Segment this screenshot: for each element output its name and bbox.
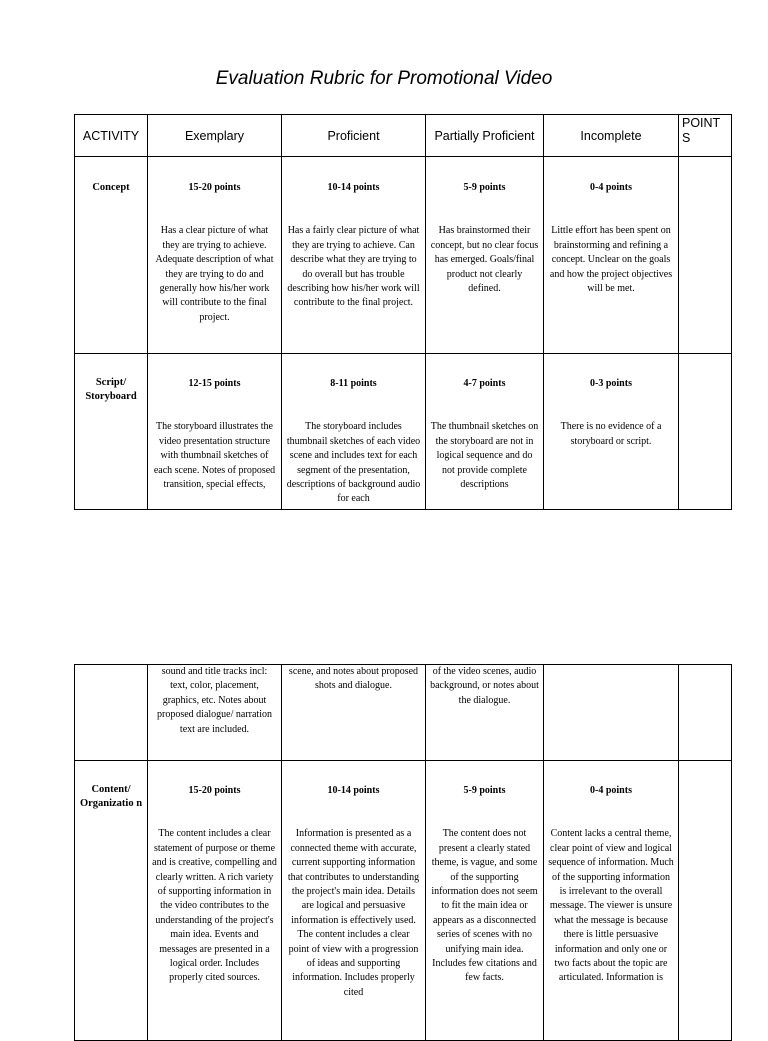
- script-proficient-points: 8-11 points: [330, 378, 377, 389]
- content-partial-points: 5-9 points: [463, 785, 506, 796]
- content-proficient-points: 10-14 points: [327, 785, 380, 796]
- concept-exemplary-points: 15-20 points: [188, 182, 241, 193]
- script-partial-desc-cont: of the video scenes, audio background, or notes about the dialogue.: [430, 666, 539, 706]
- content-proficient-desc: Information is presented as a connected theme with accurate, current supporting information that contributes to understanding the project's main idea. Details are logical and persuasive information is effectively used. The content includes a clear point of view with a progression of ideas and supporting information. Includes properly cited: [287, 828, 420, 998]
- content-label: Content/ Organizatio n: [79, 784, 143, 810]
- header-proficient: Proficient: [282, 115, 426, 157]
- rubric-table-part1: [74, 114, 732, 510]
- script-label: Script/ Storyboard: [85, 377, 137, 403]
- header-exemplary: Exemplary: [148, 115, 282, 157]
- concept-partial-points: 5-9 points: [463, 182, 506, 193]
- header-partially-proficient: Partially Proficient: [426, 115, 544, 157]
- concept-row: [75, 157, 732, 354]
- header-activity: ACTIVITY: [75, 115, 148, 157]
- concept-partial-desc: Has brainstormed their concept, but no clear focus has emerged. Goals/final product not clearly defined.: [430, 225, 539, 295]
- content-incomplete-desc: Content lacks a central theme, clear point of view and logical sequence of information. Much of the supporting information is irrelevant to the overall message. The viewer is unsure what the message is because there is little persuasive information and only one or two facts about the topic are articulated. Information is: [548, 828, 674, 984]
- script-proficient-desc: The storyboard includes thumbnail sketches of each video scene and includes text for each segment of the presentation, descriptions of background audio for each: [286, 421, 421, 505]
- content-incomplete-points: 0-4 points: [590, 785, 632, 796]
- content-partial-desc: The content does not present a clearly stated theme, is vague, and some of the supporting information does not seem to fit the main idea or appears as a disconnected series of scenes with no unifying main idea. Includes few citations and few facts.: [431, 828, 538, 984]
- concept-proficient-desc: Has a fairly clear picture of what they are trying to achieve. Can describe what they are trying to do overall but has trouble describing how his/her work will contribute to the final project.: [287, 225, 420, 309]
- concept-exemplary-desc: Has a clear picture of what they are trying to achieve. Adequate description of what they are trying to do and generally how his/her work will contribute to the final project.: [155, 225, 274, 323]
- page-title: Evaluation Rubric for Promotional Video: [215, 68, 553, 89]
- concept-label: Concept: [92, 182, 130, 193]
- script-partial-desc: The thumbnail sketches on the storyboard are not in logical sequence and do not provide complete descriptions: [430, 421, 539, 491]
- script-row: [75, 354, 732, 510]
- script-exemplary-desc-cont: sound and title tracks incl: text, color, placement, graphics, etc. Notes about proposed dialogue/ narration text are included.: [157, 666, 272, 735]
- script-points-cell: [679, 354, 732, 510]
- concept-incomplete-points: 0-4 points: [590, 182, 632, 193]
- script-continued-row: [75, 665, 732, 761]
- header-points: POINT S: [679, 115, 732, 157]
- rubric-table-part2: [74, 664, 732, 1041]
- content-row: [75, 761, 732, 1041]
- concept-proficient-points: 10-14 points: [327, 182, 380, 193]
- header-row: [75, 115, 732, 157]
- content-exemplary-points: 15-20 points: [188, 785, 241, 796]
- concept-incomplete-desc: Little effort has been spent on brainstorming and refining a concept. Unclear on the goals and how the project objectives will be met.: [549, 225, 673, 295]
- content-exemplary-desc: The content includes a clear statement of purpose or theme and is creative, compelling and clearly written. A rich variety of supporting information in the video contributes to the understanding of the project's main idea. Events and messages are presented in a logical order. Includes properly cited sources.: [152, 828, 277, 984]
- header-incomplete: Incomplete: [544, 115, 679, 157]
- script-incomplete-desc: There is no evidence of a storyboard or script.: [560, 421, 662, 447]
- script-proficient-desc-cont: scene, and notes about proposed shots and dialogue.: [288, 666, 419, 692]
- script-incomplete-points: 0-3 points: [590, 378, 632, 389]
- content-points-cell: [679, 761, 732, 1041]
- script-partial-points: 4-7 points: [463, 378, 506, 389]
- script-exemplary-desc: The storyboard illustrates the video presentation structure with thumbnail sketches of each scene. Notes of proposed transition, special effects,: [153, 421, 276, 491]
- script-exemplary-points: 12-15 points: [188, 378, 241, 389]
- concept-points-cell: [679, 157, 732, 354]
